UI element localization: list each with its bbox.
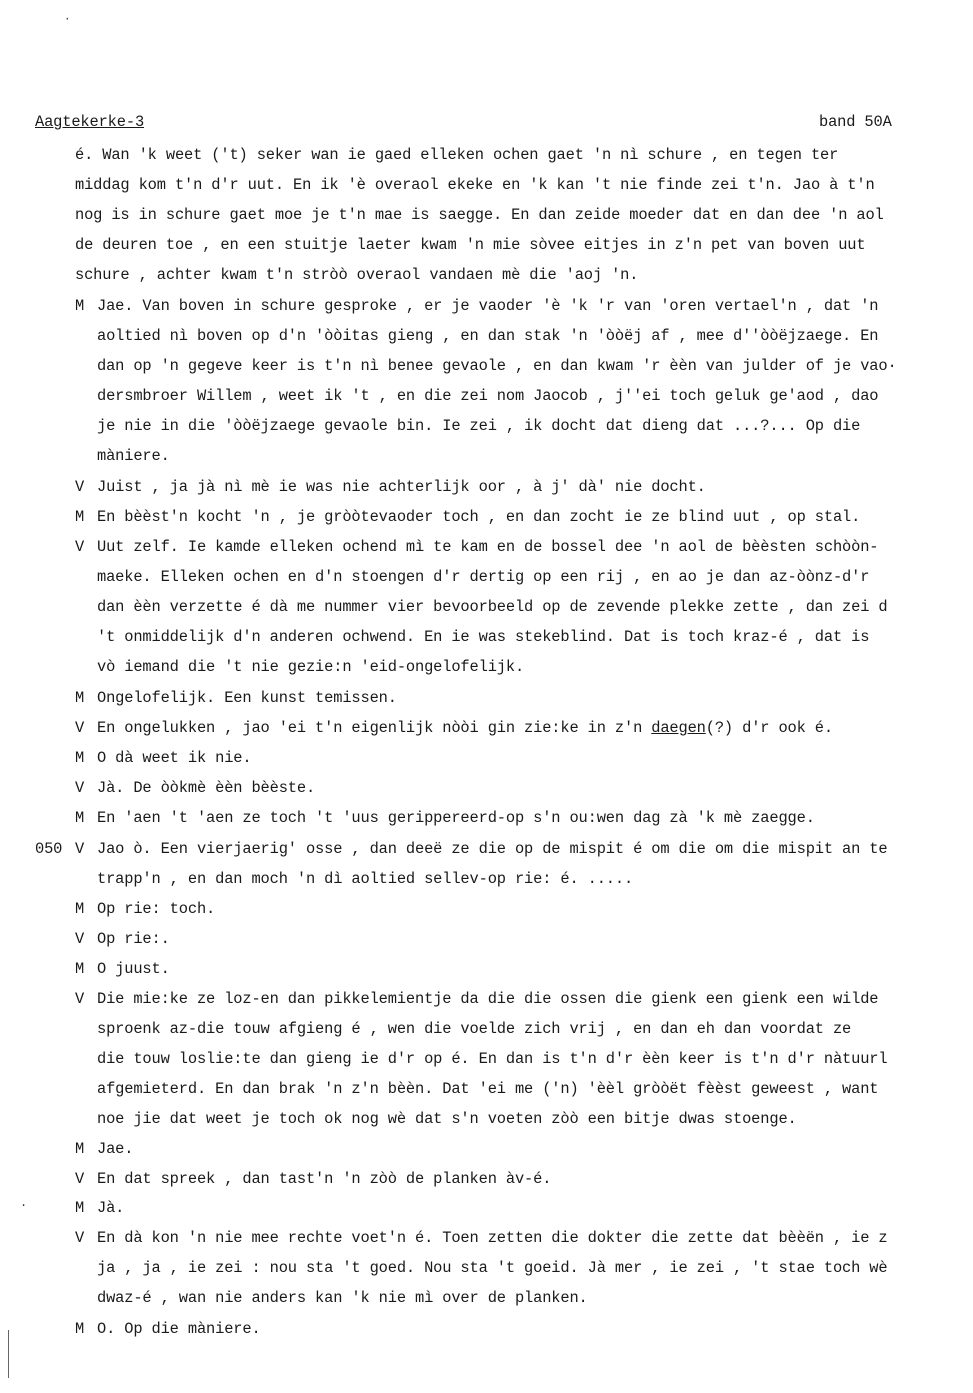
text-line: Op rie:. — [97, 930, 170, 948]
text-line: noe jie dat weet je toch ok nog wè dat s'n voeten zòò een bitje dwas stoenge. — [97, 1110, 797, 1129]
text-line: Jao ò. Een vierjaerig' osse , dan deeë ze die op de mispit é om die om die mispit an te — [97, 840, 888, 858]
speaker-label: M — [75, 809, 85, 827]
speaker-label: V — [75, 779, 85, 797]
text-line: Juist , ja jà nì mè ie was nie achterlijk oor , à j' dà' nie docht. — [97, 478, 706, 496]
text-line: maeke. Elleken ochen en d'n stoengen d'r dertig op een rij , en ao je dan az-òònz-d'r — [97, 568, 870, 587]
text-line: Op rie: toch. — [97, 900, 216, 918]
text-line: Uut zelf. Ie kamde elleken ochend mì te kam en de bossel dee 'n aol de bèèsten schòòn- — [97, 538, 879, 556]
speaker-label: V — [75, 538, 85, 556]
text-line: O juust. — [97, 960, 170, 978]
text-line: dersmbroer Willem , weet ik 't , en die zei nom Jaocob , j''ei toch geluk ge'aod , dao — [97, 387, 879, 406]
text-line: sproenk az-die touw afgieng é , wen die voelde zich vrij , en dan eh dan voordat ze — [97, 1020, 852, 1039]
text-line: middag kom t'n d'r uut. En ik 'è overaol ekeke en 'k kan 't nie finde zei t'n. Jao à t'n — [75, 176, 875, 195]
speaker-label: M — [75, 297, 85, 315]
utterance — [97, 532, 967, 682]
speaker-label: V — [75, 719, 85, 737]
speaker-label: M — [75, 1140, 85, 1158]
speaker-label: M — [75, 749, 85, 767]
text-line: trapp'n , en dan moch 'n dì aoltied sellev-op rie: é. ..... — [97, 870, 634, 889]
text-line: dwaz-é , wan nie anders kan 'k nie mì over de planken. — [97, 1289, 588, 1308]
utterance — [97, 713, 967, 743]
text-line: dan èèn verzette é dà me nummer vier bevoorbeeld op de zevende plekke zette , dan zei d — [97, 598, 888, 617]
speaker-label: M — [75, 1199, 85, 1217]
speaker-label: V — [75, 930, 85, 948]
text-line: Jae. — [97, 1140, 134, 1158]
speaker-label: M — [75, 1320, 85, 1338]
speaker-label: V — [75, 840, 85, 858]
text-line: é. Wan 'k weet ('t) seker wan ie gaed elleken ochen gaet 'n nì schure , en tegen ter — [75, 146, 839, 164]
utterance — [97, 1134, 967, 1164]
utterance — [97, 954, 967, 984]
scan-speck: . — [20, 1196, 28, 1210]
speaker-label: M — [75, 960, 85, 978]
paragraph — [75, 140, 965, 290]
speaker-label: M — [75, 900, 85, 918]
text-line: Ongelofelijk. Een kunst temissen. — [97, 689, 397, 707]
tape-counter: 050 — [35, 840, 63, 858]
text-line: O. Op die màniere. — [97, 1320, 261, 1338]
text-line: Die mie:ke ze loz-en dan pikkelemientje da die die ossen die gienk een gienk een wilde — [97, 990, 879, 1008]
utterance — [97, 1193, 967, 1223]
text-line: afgemieterd. En dan brak 'n z'n bèèn. Dat 'ei me ('n) 'èèl gròòët fèèst geweest , want — [97, 1080, 879, 1099]
utterance — [97, 894, 967, 924]
text-line: En dat spreek , dan tast'n 'n zòò de planken àv-é. — [97, 1170, 552, 1188]
text-line: vò iemand die 't nie gezie:n 'eid-ongelofelijk. — [97, 658, 525, 677]
text-line: Jae. Van boven in schure gesproke , er je vaoder 'è 'k 'r van 'oren vertael'n , dat 'n — [97, 297, 879, 315]
text-line: nog is in schure gaet moe je t'n mae is saegge. En dan zeide moeder dat en dan dee 'n aol — [75, 206, 884, 225]
text-line: die touw loslie:te dan gieng ie d'r op é. En dan is t'n d'r èèn keer is t'n d'r nàtuurl — [97, 1050, 888, 1069]
utterance — [97, 984, 967, 1134]
utterance — [97, 502, 967, 532]
utterance — [97, 1164, 967, 1194]
utterance — [97, 472, 967, 502]
utterance — [97, 291, 967, 472]
utterance — [97, 1314, 967, 1344]
speaker-label: M — [75, 689, 85, 707]
scan-speck: · — [64, 14, 71, 26]
text-line: dan op 'n gegeve keer is t'n nì benee gevaole , en dan kwam 'r èèn van julder of je vao· — [97, 357, 897, 376]
utterance — [97, 1223, 967, 1313]
text-line: Jà. — [97, 1199, 125, 1217]
speaker-label: V — [75, 478, 85, 496]
text-line: O dà weet ik nie. — [97, 749, 252, 767]
text-line: de deuren toe , en een stuitje laeter kwam 'n mie sòvee eitjes in z'n pet van boven uut — [75, 236, 866, 255]
text-line: En 'aen 't 'aen ze toch 't 'uus gerippereerd-op s'n ou:wen dag zà 'k mè zaegge. — [97, 809, 815, 827]
speaker-label: V — [75, 990, 85, 1008]
text-line: ja , ja , ie zei : nou sta 't goed. Nou sta 't goeid. Jà mer , ie zei , 't stae toch wè — [97, 1259, 888, 1278]
utterance — [97, 834, 967, 894]
utterance — [97, 743, 967, 773]
underlined-word: daegen — [651, 719, 706, 737]
speaker-label: M — [75, 508, 85, 526]
utterance — [97, 803, 967, 833]
utterance — [97, 924, 967, 954]
text-line: aoltied nì boven op d'n 'òòitas gieng , en dan stak 'n 'òòëj af , mee d''òòëjzaege. En — [97, 327, 879, 346]
text-line: En ongelukken , jao 'ei t'n eigenlijk nòòi gin zie:ke in z'n daegen(?) d'r ook é. — [97, 719, 833, 737]
document-title: Aagtekerke-3 — [35, 113, 145, 131]
speaker-label: V — [75, 1229, 85, 1247]
utterance — [97, 773, 967, 803]
text-line: En dà kon 'n nie mee rechte voet'n é. Toen zetten die dokter die zette dat bèèën , ie z — [97, 1229, 888, 1247]
text-line: Jà. De òòkmè èèn bèèste. — [97, 779, 316, 797]
text-line: je nie in die 'òòëjzaege gevaole bin. Ie zei , ik docht dat dieng dat ...?... Op die — [97, 417, 861, 436]
text-line: màniere. — [97, 447, 170, 466]
text-line: 't onmiddelijk d'n anderen ochwend. En ie was stekeblind. Dat is toch kraz-é , dat is — [97, 628, 870, 647]
tape-label: band 50A — [819, 113, 892, 131]
text-line: En bèèst'n kocht 'n , je gròòtevaoder toch , en dan zocht ie ze blind uut , op stal. — [97, 508, 861, 526]
text-line: schure , achter kwam t'n stròò overaol vandaen mè die 'aoj 'n. — [75, 266, 639, 285]
margin-line — [8, 1330, 9, 1378]
speaker-label: V — [75, 1170, 85, 1188]
utterance — [97, 683, 967, 713]
